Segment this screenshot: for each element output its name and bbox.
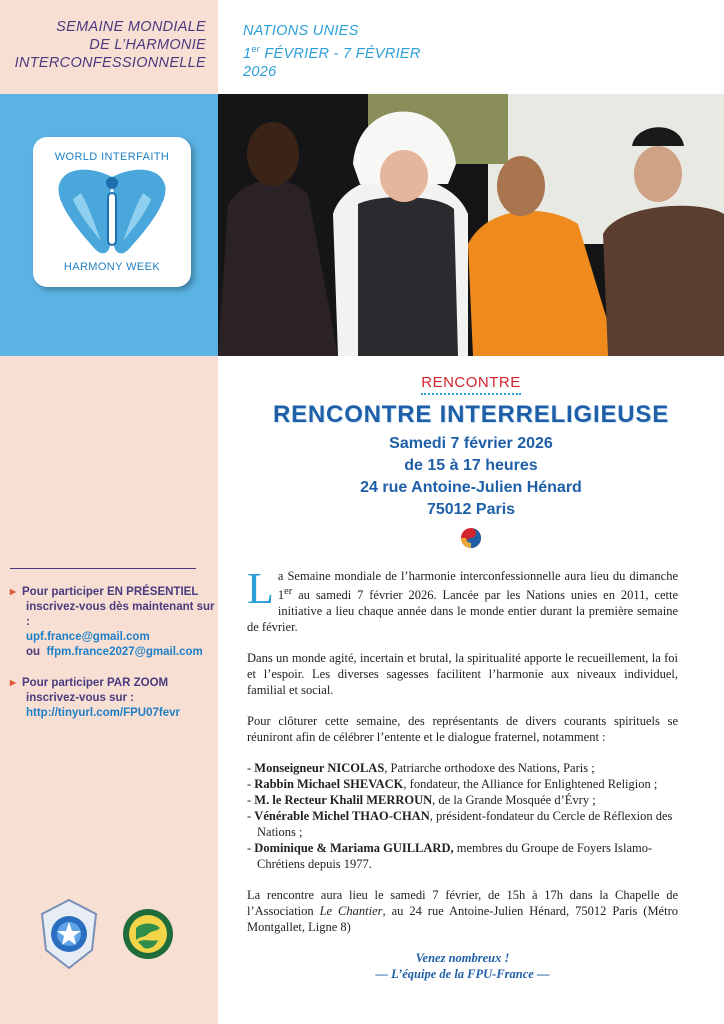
upf-emblem-icon <box>36 898 102 970</box>
paragraph-2: Dans un monde agité, incertain et brutal, la spiritualité apporte le recueillement, la foi et l’espoir. Les diverses sagesses facilitent l’harmonie aux niveaux individuel, familial et social. <box>247 651 678 698</box>
header-dates <box>243 22 421 81</box>
event-date: Samedi 7 février 2026 <box>389 435 553 452</box>
arrow-icon: ▸ <box>10 586 16 598</box>
header-left-line-1: SEMAINE MONDIALE <box>56 19 206 35</box>
email-link-1[interactable]: upf.france@gmail.com <box>26 631 150 643</box>
email-link-2[interactable]: ffpm.france2027@gmail.com <box>46 646 203 658</box>
list-item: - Dominique & Mariama GUILLARD, membres du Groupe de Foyers Islamo-Chrétiens depuis 1977. <box>247 841 653 872</box>
header-week-title <box>0 0 218 94</box>
header-right-line-3: 2026 <box>243 63 277 80</box>
header-right-line-2: 1er FÉVRIER - 7 FÉVRIER <box>243 44 421 62</box>
divider <box>10 568 196 569</box>
participants-list <box>247 760 678 872</box>
article-body <box>247 564 678 982</box>
globe-emblem-icon <box>122 908 174 960</box>
inperson-sub: inscrivez-vous dès maintenant sur : <box>26 601 215 628</box>
harmony-week-logo <box>33 137 191 287</box>
arrow-icon: ▸ <box>10 677 16 689</box>
registration-info <box>10 568 215 721</box>
paragraph-4: La rencontre aura lieu le samedi 7 février, de 15h à 17h dans la Chapelle de l’Association Le Chantier, au 24 rue Antoine-Julien Hénard, 75012 Paris (Métro Montgallet, Ligne 8) <box>247 888 678 935</box>
zoom-label: ▸ Pour participer PAR ZOOM <box>10 677 169 689</box>
event-title: RENCONTRE INTERRELIGIEUSE <box>272 401 670 428</box>
closing-signature: — L’équipe de la FPU-France — <box>375 967 550 982</box>
event-address: 24 rue Antoine-Julien Hénard <box>360 479 582 496</box>
email-line-2: ou ffpm.france2027@gmail.com <box>26 646 203 658</box>
yin-yang-icon <box>460 527 482 549</box>
zoom-link[interactable]: http://tinyurl.com/FPU07fevr <box>26 707 180 719</box>
inperson-label: ▸ Pour participer EN PRÉSENTIEL <box>10 586 199 598</box>
paragraph-3: Pour clôturer cette semaine, des représentants de divers courants spirituels se réuniront afin de célébrer l’entente et le dialogue fraternel, notamment : <box>247 714 678 745</box>
list-item: - Vénérable Michel THAO-CHAN, président-fondateur du Cercle de Réflexion des Nations ; <box>247 809 673 840</box>
photo-religious-leaders <box>218 94 724 356</box>
logo-top-text: WORLD INTERFAITH <box>54 151 170 163</box>
event-city: 75012 Paris <box>426 501 516 518</box>
header-left-line-2: DE L’HARMONIE <box>89 37 206 53</box>
list-item: - Rabbin Michael SHEVACK, fondateur, the Alliance for Enlightened Religion ; <box>247 777 658 792</box>
list-item: - M. le Recteur Khalil MERROUN, de la Grande Mosquée d’Évry ; <box>247 793 596 808</box>
closing-invite: Venez nombreux ! <box>415 951 510 966</box>
event-title-block <box>218 374 724 549</box>
event-kicker: RENCONTRE <box>421 374 521 395</box>
logo-bottom-text: HARMONY WEEK <box>63 261 161 273</box>
dropcap: L <box>247 564 274 613</box>
zoom-sub: inscrivez-vous sur : <box>26 692 135 704</box>
event-time: de 15 à 17 heures <box>404 457 538 474</box>
paragraph-1: La Semaine mondiale de l’harmonie interconfessionnelle aura lieu du dimanche 1er au samedi 7 février 2026. Lancée par les Nations unies en 2011, cette initiative a lieu chaque année dans le monde entier durant la première semaine de février. <box>247 564 678 635</box>
header-right-line-1: NATIONS UNIES <box>243 23 359 39</box>
list-item: - Monseigneur NICOLAS, Patriarche orthodoxe des Nations, Paris ; <box>247 761 595 776</box>
header-left-line-3: INTERCONFESSIONNELLE <box>14 55 206 71</box>
